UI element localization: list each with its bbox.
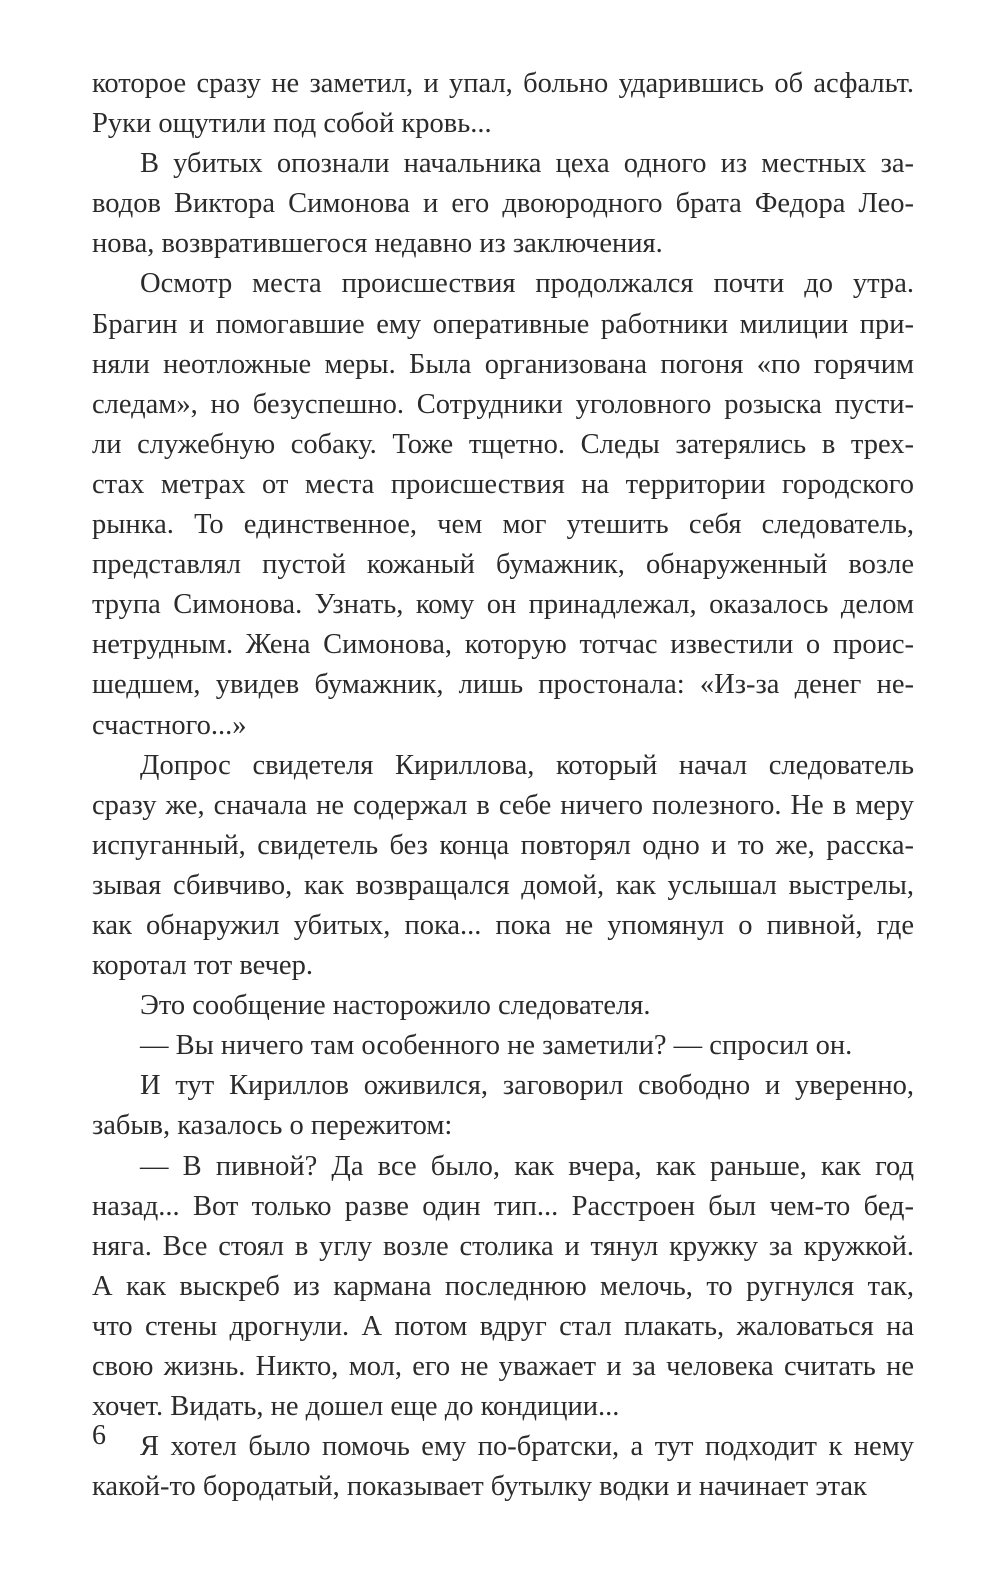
text-line: коротал тот вечер.	[92, 950, 313, 982]
text-line: которое сразу не заметил, и упал, больно ударившись об асфальт.	[92, 68, 914, 99]
page-number: 6	[92, 1420, 106, 1451]
text-line: — В пивной? Да все было, как вчера, как раньше, как год	[140, 1150, 914, 1182]
paragraph	[92, 1066, 914, 1146]
text-line: сразу же, сначала не содержал в себе ничего полезного. Не в меру	[92, 789, 914, 821]
text-line: няга. Все стоял в углу возле столика и тянул кружку за кружкой.	[92, 1230, 914, 1262]
text-line: ли служебную собаку. Тоже тщетно. Следы затерялись в трех-	[92, 428, 914, 460]
text-line: стах метрах от места происшествия на территории городского	[92, 468, 914, 500]
text-line: рынка. То единственное, чем мог утешить себя следователь,	[92, 509, 914, 541]
text-line: И тут Кириллов оживился, заговорил свободно и уверенно,	[140, 1070, 914, 1102]
paragraph	[92, 1147, 914, 1428]
text-line: шедшем, увидев бумажник, лишь простонала: «Из-за денег не-	[92, 669, 914, 701]
text-line: хочет. Видать, не дошел еще до кондиции...	[92, 1391, 620, 1423]
paragraph	[92, 746, 914, 987]
text-line: А как выскреб из кармана последнюю мелочь, то ругнулся так,	[92, 1270, 914, 1302]
text-line: нетрудным. Жена Симонова, которую тотчас известили о проис-	[92, 629, 914, 661]
text-line: — Вы ничего там особенного не заметили? — спросил он.	[140, 1030, 853, 1062]
text-line: В убитых опознали начальника цеха одного из местных за-	[140, 148, 914, 180]
paragraph	[92, 1026, 914, 1066]
text-line: Это сообщение насторожило следователя.	[140, 990, 651, 1022]
text-line: няли неотложные меры. Была организована погоня «по горячим	[92, 348, 914, 380]
text-line: назад... Вот только разве один тип... Расстроен был чем-то бед-	[92, 1190, 914, 1222]
text-line: Брагин и помогавшие ему оперативные работники милиции при-	[92, 308, 914, 340]
paragraph	[92, 64, 914, 144]
text-line: нова, возвратившегося недавно из заключения.	[92, 228, 663, 260]
text-line: свою жизнь. Никто, мол, его не уважает и за человека считать не	[92, 1351, 914, 1382]
paragraph	[92, 264, 914, 745]
text-line: счастного...»	[92, 709, 247, 741]
text-line: какой-то бородатый, показывает бутылку водки и начинает этак	[92, 1471, 867, 1503]
paragraph	[92, 986, 914, 1026]
text-line: Я хотел было помочь ему по-братски, а тут подходит к нему	[140, 1431, 914, 1463]
text-line: Руки ощутили под собой кровь...	[92, 108, 492, 140]
text-line: зывая сбивчиво, как возвращался домой, как услышал выстрелы,	[92, 869, 914, 901]
text-line: представлял пустой кожаный бумажник, обнаруженный возле	[92, 549, 914, 581]
text-line: следам», но безуспешно. Сотрудники уголовного розыска пусти-	[92, 388, 914, 420]
text-line: как обнаружил убитых, пока... пока не упомянул о пивной, где	[92, 909, 914, 941]
paragraph	[92, 1427, 914, 1507]
text-line: испуганный, свидетель без конца повторял одно и то же, расска-	[92, 829, 914, 861]
page-body-text	[92, 64, 914, 1507]
text-line: забыв, казалось о пережитом:	[92, 1110, 453, 1142]
text-line: Осмотр места происшествия продолжался почти до утра.	[140, 268, 914, 300]
text-line: водов Виктора Симонова и его двоюродного брата Федора Лео-	[92, 188, 914, 220]
text-line: что стены дрогнули. А потом вдруг стал плакать, жаловаться на	[92, 1310, 914, 1342]
text-line: трупа Симонова. Узнать, кому он принадлежал, оказалось делом	[92, 589, 914, 621]
paragraph	[92, 144, 914, 264]
text-line: Допрос свидетеля Кириллова, который начал следователь	[140, 749, 914, 781]
